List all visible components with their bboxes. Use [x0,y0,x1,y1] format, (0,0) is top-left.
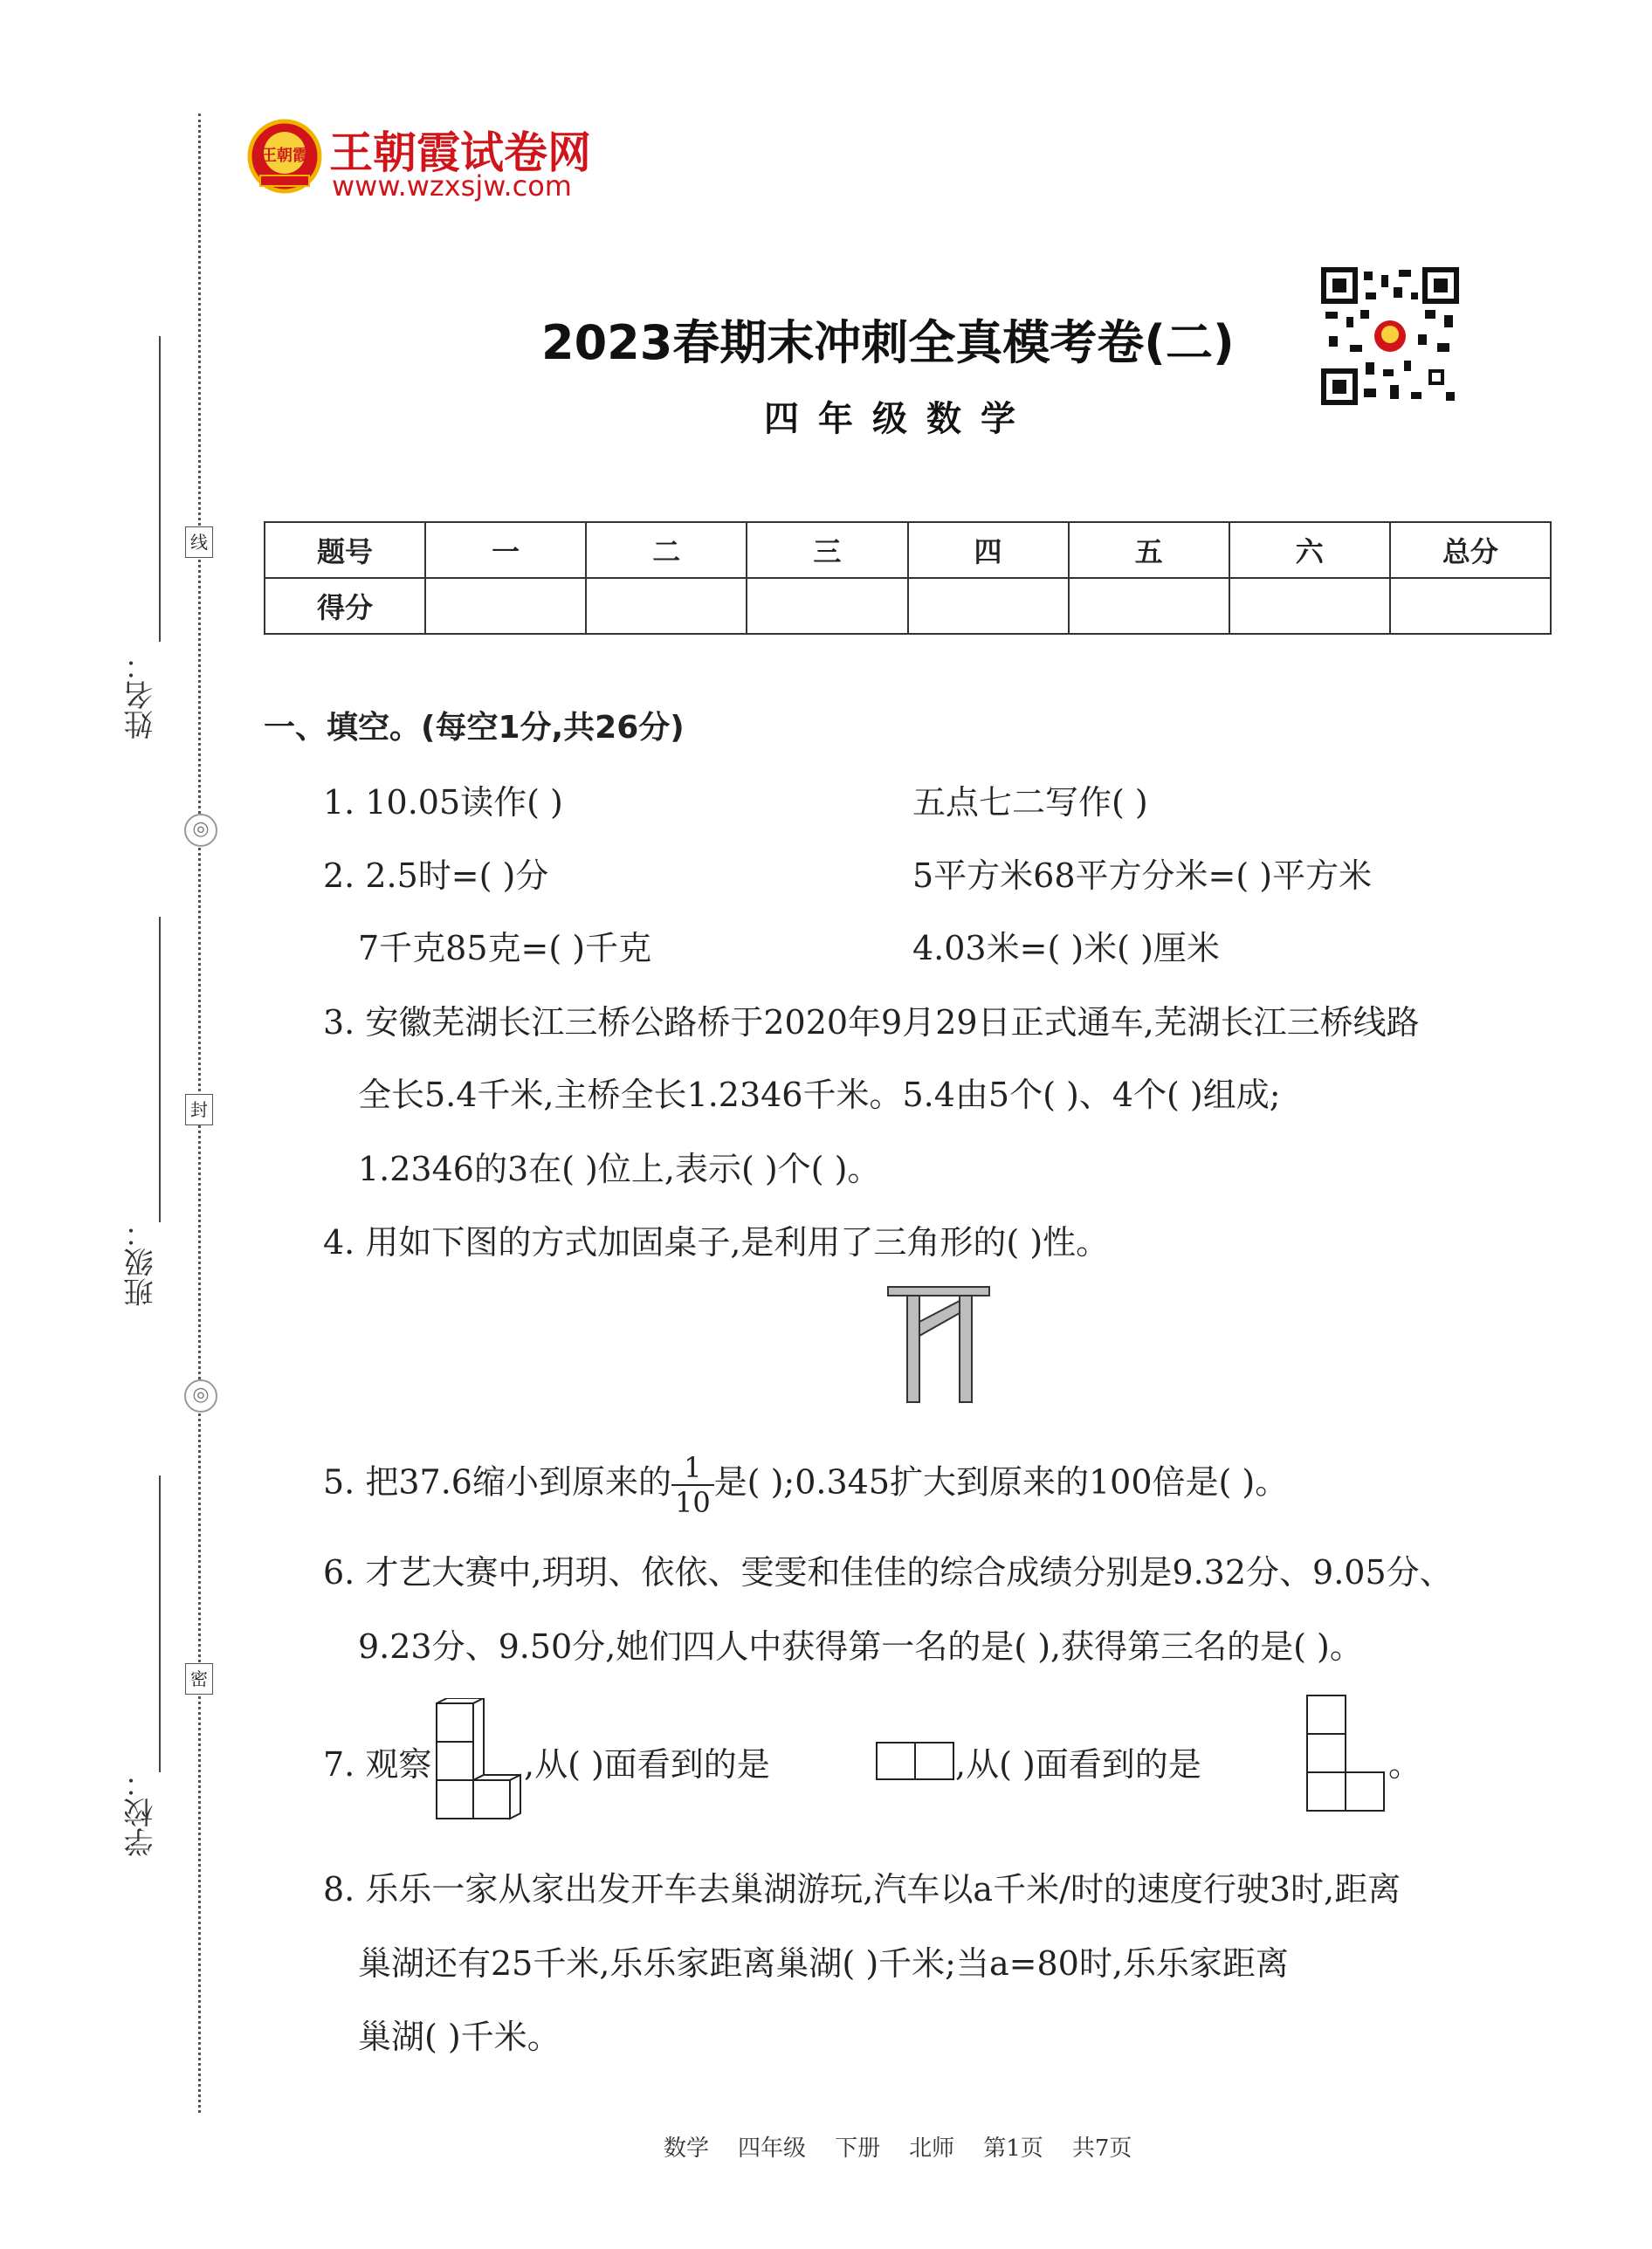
qr-code-icon [1320,266,1460,406]
table-cell: 五 [1069,522,1229,578]
school-underline [159,1475,161,1772]
table-cell: 二 [586,522,747,578]
cube-stack-figure [430,1698,526,1825]
question-7-prefix: 7. 观察 [323,1745,432,1784]
question-2b: 5平方米68平方分米=( )平方米 [912,856,1373,895]
score-entry-cell[interactable] [1229,578,1390,634]
score-entry-cell[interactable] [1390,578,1551,634]
question-7-end: 。 [1388,1745,1422,1784]
name-underline [159,336,161,642]
score-entry-cell[interactable] [747,578,907,634]
school-label: 学校： [124,1768,159,1857]
svg-text:王朝霞: 王朝霞 [261,147,308,165]
section-heading: 一、填空。(每空1分,共26分) [264,710,685,746]
question-2d: 4.03米=( )米( )厘米 [912,929,1220,967]
view-l-shape-figure [1305,1694,1386,1812]
table-cell: 题号 [265,522,425,578]
question-1b: 五点七二写作( ) [912,783,1148,822]
fraction-denominator: 10 [674,1486,711,1519]
table-cell: 六 [1229,522,1390,578]
question-7-middle2: ,从( )面看到的是 [955,1745,1201,1784]
name-label: 姓名： [124,650,159,739]
question-3-line2: 全长5.4千米,主桥全长1.2346千米。5.4由5个( )、4个( )组成; [358,1076,1281,1114]
binder-mark-seal: 封 [185,1094,213,1125]
table-cell: 总分 [1390,522,1551,578]
score-table-score-row [265,578,1551,634]
reinforced-table-figure [886,1283,991,1406]
score-entry-cell[interactable] [425,578,586,634]
question-8-line3: 巢湖( )千米。 [358,2018,561,2056]
binder-mark-line: 线 [185,526,213,558]
question-6-line1: 6. 才艺大赛中,玥玥、依依、雯雯和佳佳的综合成绩分别是9.32分、9.05分、 [323,1553,1453,1592]
view-two-squares-figure [875,1741,955,1781]
page-title: 2023春期末冲刺全真模考卷(二) [541,315,1235,370]
score-table [264,521,1552,635]
table-cell: 四 [908,522,1069,578]
table-cell: 一 [425,522,586,578]
question-2c: 7千克85克=( )千克 [358,929,652,967]
question-5-prefix: 5. 把37.6缩小到原来的 [323,1462,671,1502]
question-4: 4. 用如下图的方式加固桌子,是利用了三角形的( )性。 [323,1223,1110,1262]
question-5 [323,1451,1288,1519]
score-entry-cell[interactable] [1069,578,1229,634]
swirl-icon: ◎ [184,1379,217,1413]
brand-name: 王朝霞试卷网 [329,127,591,178]
brand-emblem-icon [246,118,323,195]
question-8-line2: 巢湖还有25千米,乐乐家距离巢湖( )千米;当a=80时,乐乐家距离 [358,1944,1289,1983]
score-entry-cell[interactable] [908,578,1069,634]
question-6-line2: 9.23分、9.50分,她们四人中获得第一名的是( ),获得第三名的是( )。 [358,1627,1363,1666]
fraction-numerator: 1 [671,1451,714,1486]
question-8-line1: 8. 乐乐一家从家出发开车去巢湖游玩,汽车以a千米/时的速度行驶3时,距离 [323,1870,1401,1909]
page-footer: 数学 四年级 下册 北师 第1页 共7页 [664,2136,1132,2162]
swirl-icon: ◎ [184,814,217,847]
table-cell: 三 [747,522,907,578]
question-7-middle1: ,从( )面看到的是 [524,1745,770,1784]
score-table-header-row [265,522,1551,578]
question-1a: 1. 10.05读作( ) [323,783,563,822]
fraction [671,1451,714,1519]
score-entry-cell[interactable] [586,578,747,634]
binder-mark-secret: 密 [185,1663,213,1695]
class-underline [159,917,161,1222]
question-3-line3: 1.2346的3在( )位上,表示( )个( )。 [358,1150,881,1188]
question-2a: 2. 2.5时=( )分 [323,856,549,895]
table-cell: 得分 [265,578,425,634]
question-3-line1: 3. 安徽芜湖长江三桥公路桥于2020年9月29日正式通车,芜湖长江三桥线路 [323,1003,1420,1042]
page-subtitle: 四年级数学 [764,399,1035,439]
brand-url: www.wzxsjw.com [332,169,572,203]
question-5-suffix: 是( );0.345扩大到原来的100倍是( )。 [713,1462,1289,1502]
class-label: 班级： [124,1218,159,1307]
